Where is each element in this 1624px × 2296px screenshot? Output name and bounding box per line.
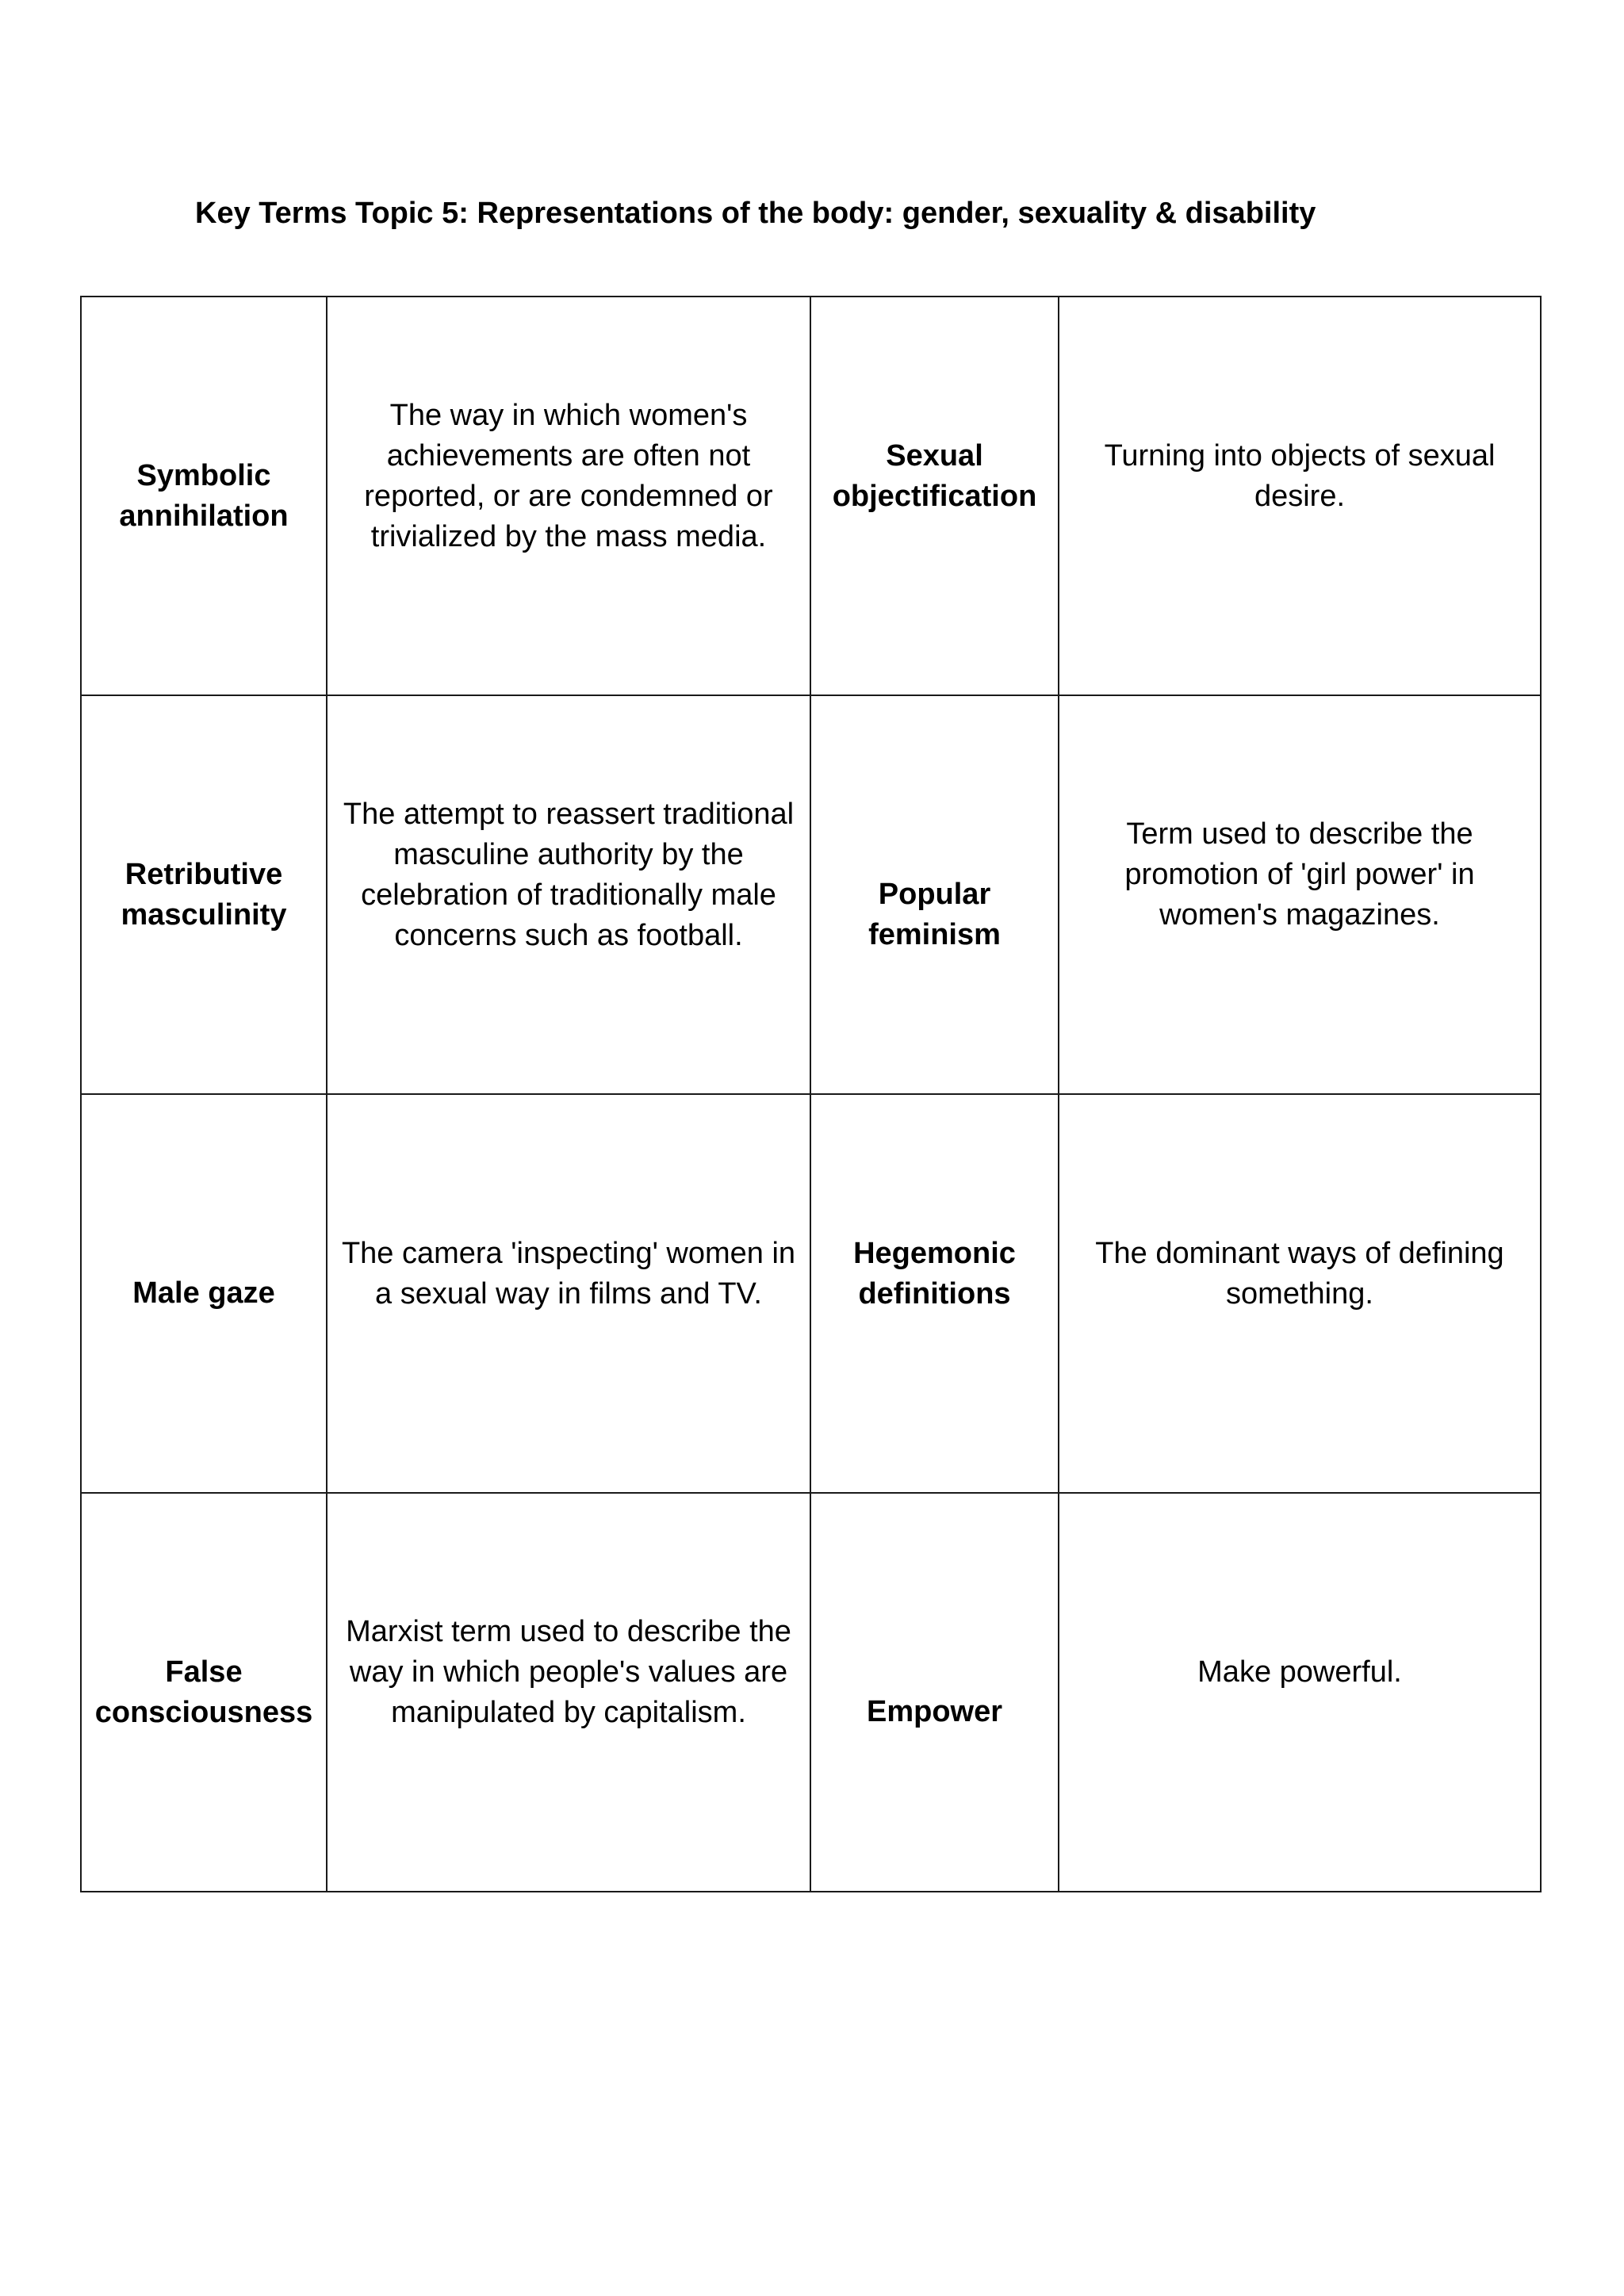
definition-sexual-objectification: Turning into objects of sexual desire. <box>1104 438 1496 513</box>
term-popular-feminism: Popular feminism <box>868 877 1001 951</box>
term-retributive-masculinity: Retributive masculinity <box>121 857 287 932</box>
definition-cell <box>1059 1094 1541 1493</box>
term-cell <box>810 695 1059 1094</box>
definition-cell <box>327 1094 810 1493</box>
definition-cell <box>1059 1493 1541 1892</box>
term-cell <box>81 1094 327 1493</box>
definition-cell <box>327 695 810 1094</box>
term-cell <box>810 1493 1059 1892</box>
definition-male-gaze: The camera 'inspecting' women in a sexual way in films and TV. <box>341 1236 796 1311</box>
definition-symbolic-annihilation: The way in which women's achievements are often not reported, or are condemned or trivialized by the mass media. <box>364 398 773 553</box>
term-hegemonic-definitions: Hegemonic definitions <box>853 1236 1016 1311</box>
definition-cell <box>327 1493 810 1892</box>
table-row <box>81 1094 1541 1493</box>
key-terms-table <box>80 296 1542 1892</box>
table-row <box>81 297 1541 695</box>
term-cell <box>81 297 327 695</box>
term-symbolic-annihilation: Symbolic annihilation <box>119 458 289 533</box>
term-cell <box>81 1493 327 1892</box>
term-cell <box>810 1094 1059 1493</box>
term-sexual-objectification: Sexual objectification <box>832 438 1037 513</box>
term-false-consciousness: False consciousness <box>94 1655 313 1729</box>
definition-hegemonic-definitions: The dominant ways of defining something. <box>1095 1236 1504 1311</box>
term-cell <box>810 297 1059 695</box>
definition-cell <box>1059 297 1541 695</box>
term-empower: Empower <box>866 1695 1003 1728</box>
definition-popular-feminism: Term used to describe the promotion of 'girl power' in women's magazines. <box>1124 817 1475 932</box>
definition-cell <box>327 297 810 695</box>
definition-empower: Make powerful. <box>1197 1655 1402 1689</box>
page-title: Key Terms Topic 5: Representations of the body: gender, sexuality & disability <box>195 197 1316 230</box>
definition-false-consciousness: Marxist term used to describe the way in which people's values are manipulated by capitalism. <box>346 1615 791 1729</box>
term-male-gaze: Male gaze <box>132 1276 275 1310</box>
term-cell <box>81 695 327 1094</box>
definition-cell <box>1059 695 1541 1094</box>
definition-retributive-masculinity: The attempt to reassert traditional masculine authority by the celebration of traditionally male concerns such as football. <box>343 797 795 952</box>
table-row <box>81 695 1541 1094</box>
table-row <box>81 1493 1541 1892</box>
